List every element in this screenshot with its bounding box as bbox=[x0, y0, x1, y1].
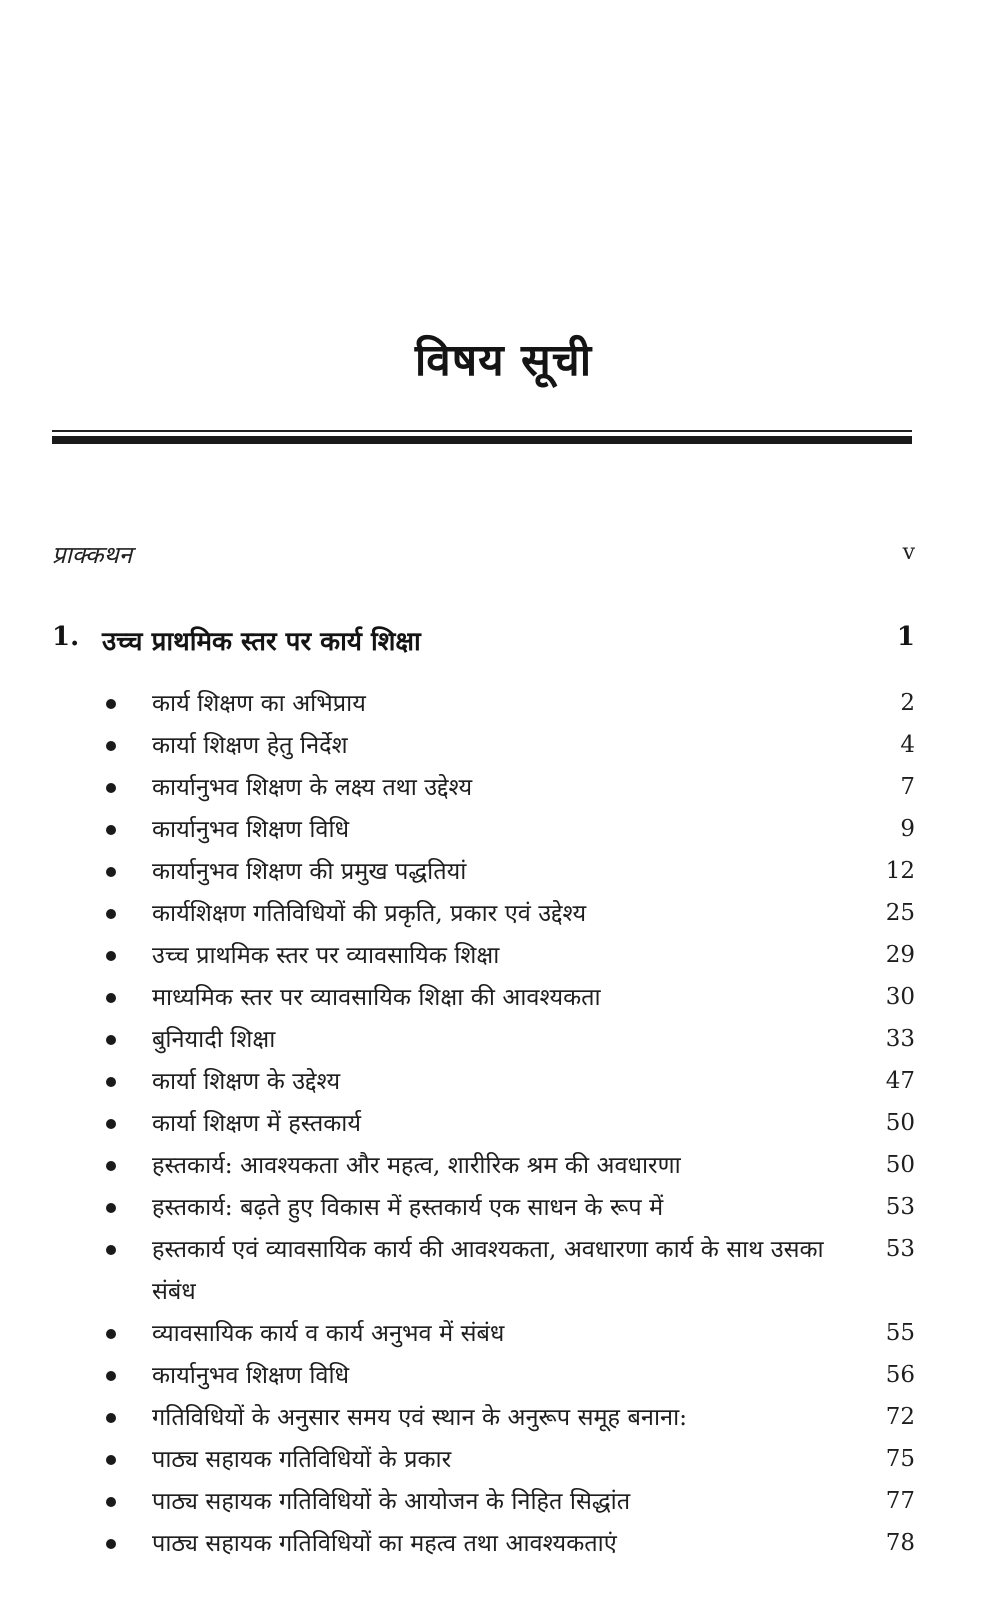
toc-entry-text: माध्यमिक स्तर पर व्यावसायिक शिक्षा की आवश्यकता bbox=[152, 983, 601, 1011]
toc-entry-page-number: 4 bbox=[900, 732, 915, 758]
toc-entry-text: कार्यशिक्षण गतिविधियों की प्रकृति, प्रकार एवं उद्देश्य bbox=[152, 899, 587, 927]
toc-entry-page-number: 72 bbox=[885, 1404, 915, 1430]
chapter-heading bbox=[52, 622, 915, 662]
bullet-icon bbox=[106, 1161, 116, 1171]
toc-entry-text: हस्तकार्य एवं व्यावसायिक कार्य की आवश्यकता, अवधारणा कार्य के साथ उसका संबंध bbox=[152, 1235, 824, 1305]
bullet-icon bbox=[106, 825, 116, 835]
bullet-icon bbox=[106, 1077, 116, 1087]
bullet-icon bbox=[106, 867, 116, 877]
toc-entry-page-number: 56 bbox=[885, 1362, 915, 1388]
toc-entry-list bbox=[100, 682, 915, 1564]
title-divider-thin bbox=[52, 430, 912, 432]
bullet-icon bbox=[106, 1035, 116, 1045]
toc-entry bbox=[100, 1060, 915, 1102]
toc-entry-text: बुनियादी शिक्षा bbox=[152, 1025, 276, 1053]
toc-entry-text: हस्तकार्य: बढ़ते हुए विकास में हस्तकार्य एक साधन के रूप में bbox=[152, 1193, 664, 1221]
toc-entry bbox=[100, 1438, 915, 1480]
toc-entry-text: कार्यानुभव शिक्षण की प्रमुख पद्धतियां bbox=[152, 857, 467, 885]
bullet-icon bbox=[106, 1371, 116, 1381]
toc-entry bbox=[100, 892, 915, 934]
bullet-icon bbox=[106, 993, 116, 1003]
toc-entry-page-number: 12 bbox=[885, 858, 915, 884]
bullet-icon bbox=[106, 1245, 116, 1255]
chapter-title: उच्च प्राथमिक स्तर पर कार्य शिक्षा bbox=[102, 627, 421, 657]
bullet-icon bbox=[106, 909, 116, 919]
toc-entry bbox=[100, 1144, 915, 1186]
toc-entry-page-number: 33 bbox=[885, 1026, 915, 1052]
chapter-number: 1. bbox=[52, 622, 80, 652]
toc-entry-text: पाठ्य सहायक गतिविधियों का महत्व तथा आवश्यकताएं bbox=[152, 1529, 617, 1557]
toc-entry-text: पाठ्य सहायक गतिविधियों के आयोजन के निहित सिद्धांत bbox=[152, 1487, 631, 1515]
bullet-icon bbox=[106, 1203, 116, 1213]
toc-entry-text: पाठ्य सहायक गतिविधियों के प्रकार bbox=[152, 1445, 452, 1473]
bullet-icon bbox=[106, 951, 116, 961]
toc-entry bbox=[100, 1480, 915, 1522]
toc-entry bbox=[100, 976, 915, 1018]
toc-entry-page-number: 55 bbox=[885, 1320, 915, 1346]
toc-entry-text: कार्या शिक्षण के उद्देश्य bbox=[152, 1067, 341, 1095]
toc-entry-page-number: 78 bbox=[885, 1530, 915, 1556]
toc-entry-text: व्यावसायिक कार्य व कार्य अनुभव में संबंध bbox=[152, 1319, 505, 1347]
toc-entry bbox=[100, 808, 915, 850]
bullet-icon bbox=[106, 1455, 116, 1465]
toc-entry bbox=[100, 724, 915, 766]
preface-label: प्राक्कथन bbox=[52, 541, 133, 569]
bullet-icon bbox=[106, 1497, 116, 1507]
toc-entry-text: हस्तकार्य: आवश्यकता और महत्व, शारीरिक श्रम की अवधारणा bbox=[152, 1151, 681, 1179]
chapter-page-number: 1 bbox=[896, 622, 915, 652]
toc-entry-page-number: 30 bbox=[885, 984, 915, 1010]
toc-entry bbox=[100, 1396, 915, 1438]
bullet-icon bbox=[106, 1413, 116, 1423]
toc-entry-page-number: 53 bbox=[885, 1194, 915, 1220]
bullet-icon bbox=[106, 1119, 116, 1129]
toc-entry-page-number: 75 bbox=[885, 1446, 915, 1472]
toc-entry-text: गतिविधियों के अनुसार समय एवं स्थान के अनुरूप समूह बनाना: bbox=[152, 1403, 688, 1431]
bullet-icon bbox=[106, 741, 116, 751]
toc-entry-page-number: 29 bbox=[885, 942, 915, 968]
toc-entry-page-number: 25 bbox=[885, 900, 915, 926]
toc-entry-page-number: 9 bbox=[900, 816, 915, 842]
toc-entry-text: कार्य शिक्षण का अभिप्राय bbox=[152, 689, 366, 717]
toc-entry-page-number: 47 bbox=[885, 1068, 915, 1094]
toc-entry bbox=[100, 1354, 915, 1396]
page-title: विषय सूची bbox=[414, 335, 593, 386]
bullet-icon bbox=[106, 783, 116, 793]
toc-entry bbox=[100, 1522, 915, 1564]
toc-entry bbox=[100, 1102, 915, 1144]
toc-entry-text: कार्या शिक्षण हेतु निर्देश bbox=[152, 731, 348, 759]
toc-entry bbox=[100, 934, 915, 976]
toc-entry bbox=[100, 1186, 915, 1228]
toc-entry bbox=[100, 1312, 915, 1354]
toc-entry bbox=[100, 766, 915, 808]
title-divider-thick bbox=[52, 436, 912, 444]
bullet-icon bbox=[106, 1539, 116, 1549]
toc-entry-page-number: 7 bbox=[900, 774, 915, 800]
toc-entry-text: कार्यानुभव शिक्षण विधि bbox=[152, 1361, 350, 1389]
toc-entry-text: कार्यानुभव शिक्षण के लक्ष्य तथा उद्देश्य bbox=[152, 773, 473, 801]
toc-entry-page-number: 50 bbox=[885, 1110, 915, 1136]
toc-entry-text: कार्यानुभव शिक्षण विधि bbox=[152, 815, 350, 843]
toc-entry-page-number: 77 bbox=[885, 1488, 915, 1514]
toc-entry-page-number: 53 bbox=[885, 1236, 915, 1262]
bullet-icon bbox=[106, 1329, 116, 1339]
toc-entry-page-number: 2 bbox=[900, 690, 915, 716]
preface-entry bbox=[52, 538, 915, 574]
toc-entry bbox=[100, 1228, 915, 1312]
toc-entry-text: उच्च प्राथमिक स्तर पर व्यावसायिक शिक्षा bbox=[152, 941, 500, 969]
preface-page-number: v bbox=[902, 540, 915, 565]
toc-entry-text: कार्या शिक्षण में हस्तकार्य bbox=[152, 1109, 361, 1137]
bullet-icon bbox=[106, 699, 116, 709]
toc-entry bbox=[100, 850, 915, 892]
toc-entry bbox=[100, 1018, 915, 1060]
toc-entry-page-number: 50 bbox=[885, 1152, 915, 1178]
toc-entry bbox=[100, 682, 915, 724]
